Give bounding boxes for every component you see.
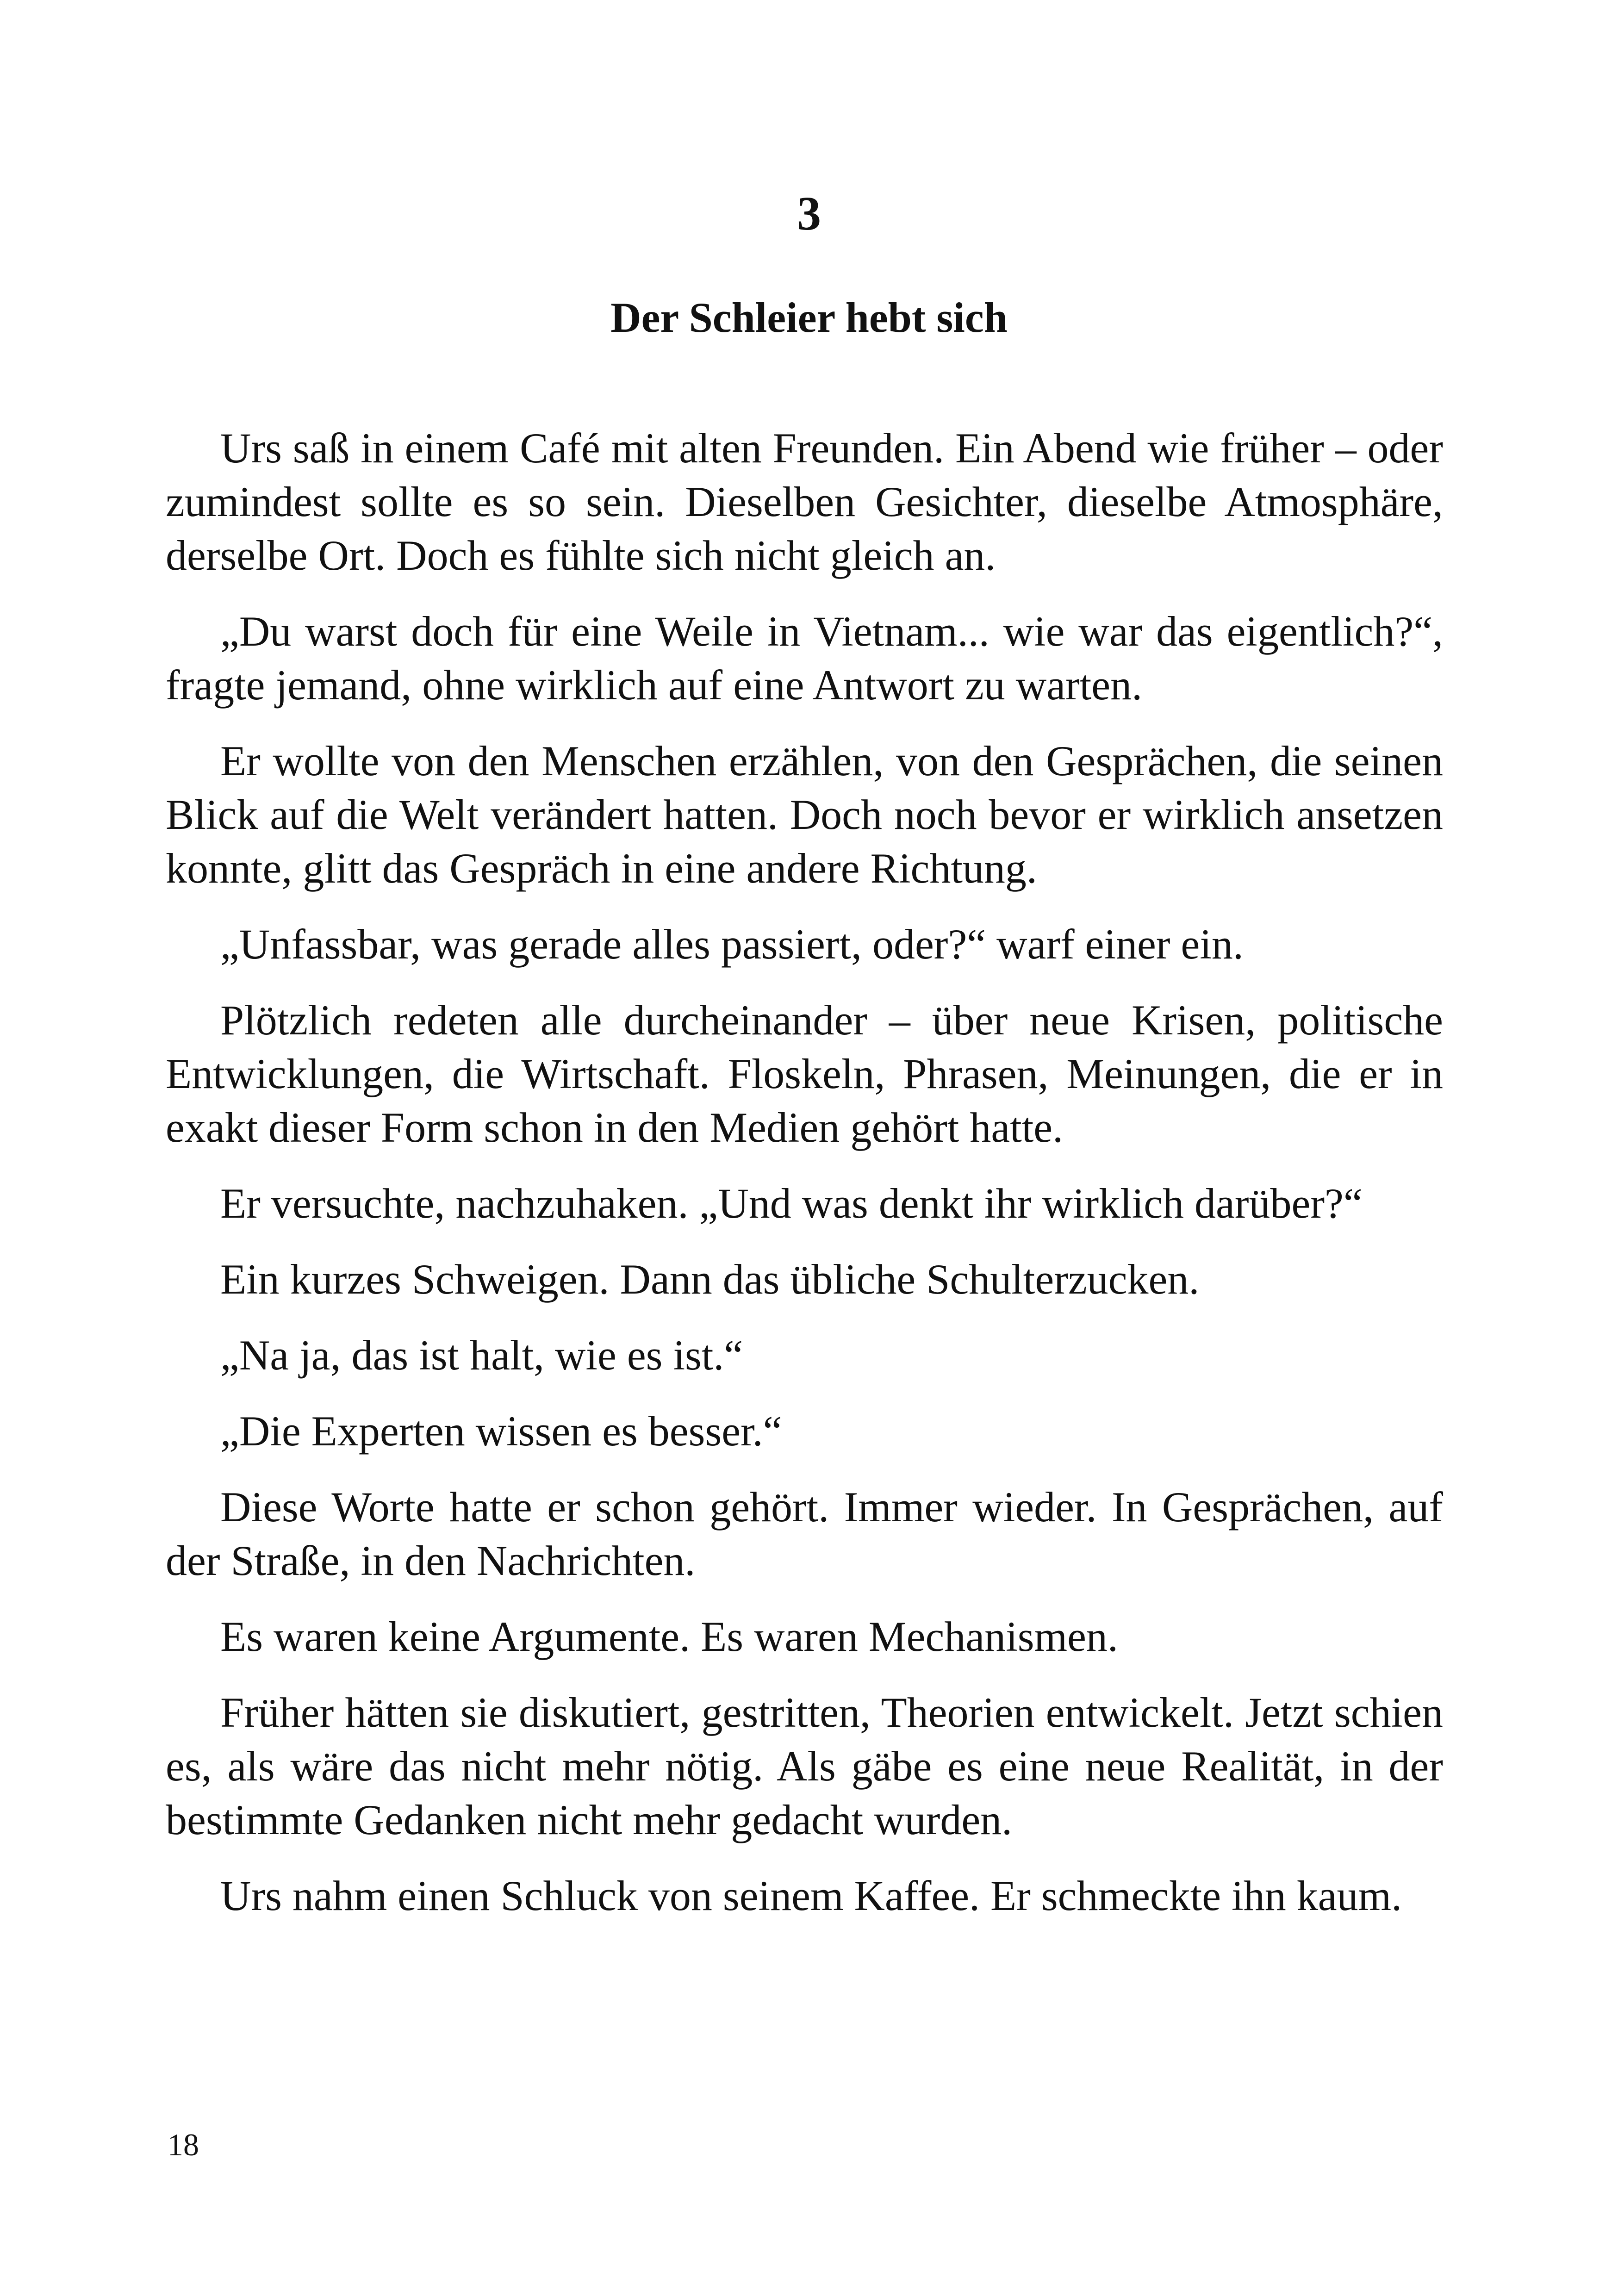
paragraph: Ein kurzes Schweigen. Dann das übliche Schulterzucken. xyxy=(220,1256,1200,1303)
paragraph: Er versuchte, nachzuhaken. „Und was denkt ihr wirklich darüber?“ xyxy=(220,1180,1363,1227)
chapter-body xyxy=(166,421,1443,1945)
paragraph: „Die Experten wissen es besser.“ xyxy=(220,1407,782,1455)
page-number: 18 xyxy=(168,2127,199,2162)
paragraph: Er wollte von den Menschen erzählen, von den Gesprächen, die seinen Blick auf die Welt verändert hatten. Doch noch bevor er wirklich ansetzen konnte, glitt das Gespräch in eine andere Richtung. xyxy=(166,737,1443,892)
paragraph: „Du warst doch für eine Weile in Vietnam... wie war das eigentlich?“, fragte jemand, ohne wirklich auf eine Antwort zu warten. xyxy=(166,608,1443,709)
chapter-number: 3 xyxy=(797,187,821,240)
paragraph: Früher hätten sie diskutiert, gestritten, Theorien entwickelt. Jetzt schien es, als wäre das nicht mehr nötig. Als gäbe es eine neue Realität, in der bestimmte Gedanken nicht mehr gedacht wurden. xyxy=(166,1689,1443,1843)
paragraph: „Na ja, das ist halt, wie es ist.“ xyxy=(220,1332,743,1379)
paragraph: Urs nahm einen Schluck von seinem Kaffee. Er schmeckte ihn kaum. xyxy=(220,1872,1402,1919)
paragraph: Plötzlich redeten alle durcheinander – über neue Krisen, politische Entwicklungen, die Wirtschaft. Floskeln, Phrasen, Meinungen, die er in exakt dieser Form schon in den Medien gehört hatte. xyxy=(166,996,1443,1151)
chapter-title: Der Schleier hebt sich xyxy=(610,294,1008,341)
paragraph: Diese Worte hatte er schon gehört. Immer wieder. In Gesprächen, auf der Straße, in den Nachrichten. xyxy=(166,1483,1443,1584)
paragraph: Es waren keine Argumente. Es waren Mechanismen. xyxy=(220,1613,1118,1660)
paragraph: „Unfassbar, was gerade alles passiert, oder?“ warf einer ein. xyxy=(220,921,1244,968)
paragraph: Urs saß in einem Café mit alten Freunden. Ein Abend wie früher – oder zumindest sollte es so sein. Dieselben Gesichter, dieselbe Atmosphäre, derselbe Ort. Doch es fühlte sich nicht gleich an. xyxy=(166,424,1443,579)
